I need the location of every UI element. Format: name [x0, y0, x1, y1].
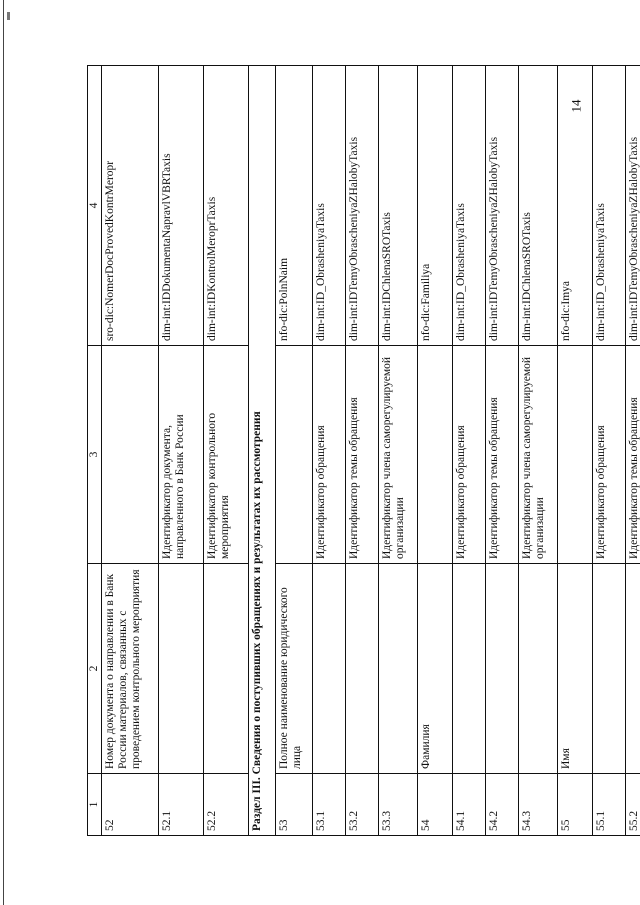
element-code: nfo-dic:Familiya — [418, 66, 453, 346]
indicator-name — [593, 564, 626, 774]
row-number: 54.2 — [486, 774, 519, 836]
element-code: dim-int:ID_ObrasheniyaTaxis — [313, 66, 346, 346]
row-number: 54 — [418, 774, 453, 836]
dimension-name: Идентификатор обращения — [313, 346, 346, 564]
dimension-name — [102, 346, 159, 564]
element-code: dim-int:ID_ObrasheniyaTaxis — [593, 66, 626, 346]
row-number: 54.1 — [453, 774, 486, 836]
column-header: 2 — [88, 564, 102, 774]
column-header: 4 — [88, 66, 102, 346]
row-number: 52 — [102, 774, 159, 836]
indicator-name — [159, 564, 204, 774]
page-number: 14 — [568, 99, 584, 113]
row-number: 53.3 — [379, 774, 418, 836]
dimension-name: Идентификатор документа, направленного в Банк России — [159, 346, 204, 564]
indicator-name — [626, 564, 640, 774]
element-code: dim-int:IDTemyObrascheniyaZHalobyTaxis — [626, 66, 640, 346]
dimension-name: Идентификатор члена саморегулируемой организации — [519, 346, 558, 564]
table-row — [102, 66, 159, 836]
row-number: 53.1 — [313, 774, 346, 836]
dimension-name — [558, 346, 593, 564]
indicator-name: Имя — [558, 564, 593, 774]
element-code: dim-int:IDChlenaSROTaxis — [519, 66, 558, 346]
table-row — [558, 66, 593, 836]
indicator-name: Номер документа о направлении в Банк России материалов, связанных с проведением контрольного мероприятия — [102, 564, 159, 774]
row-number: 52.2 — [204, 774, 249, 836]
dimension-name: Идентификатор контрольного мероприятия — [204, 346, 249, 564]
row-number: 53.2 — [346, 774, 379, 836]
indicator-name — [313, 564, 346, 774]
element-code: sro-dic:NomerDocProvedKontrMeropr — [102, 66, 159, 346]
row-number: 55.1 — [593, 774, 626, 836]
dimension-name: Идентификатор темы обращения — [486, 346, 519, 564]
element-code: dim-int:IDChlenaSROTaxis — [379, 66, 418, 346]
element-code: nfo-dic:PolnNaim — [276, 66, 313, 346]
row-number: 53 — [276, 774, 313, 836]
indicator-name: Полное наименование юридического лица — [276, 564, 313, 774]
dimension-name: Идентификатор темы обращения — [346, 346, 379, 564]
element-code: dim-int:IDTemyObrascheniyaZHalobyTaxis — [486, 66, 519, 346]
dimension-name: Идентификатор члена саморегулируемой организации — [379, 346, 418, 564]
taxonomy-table — [87, 65, 640, 836]
table-row — [313, 66, 346, 836]
column-header: 1 — [88, 774, 102, 836]
dimension-name: Идентификатор обращения — [593, 346, 626, 564]
table-row — [379, 66, 418, 836]
dimension-name — [276, 346, 313, 564]
element-code: nfo-dic:Imya — [558, 66, 593, 346]
table-row — [204, 66, 249, 836]
indicator-name — [379, 564, 418, 774]
table-row — [626, 66, 640, 836]
table-row — [486, 66, 519, 836]
row-number: 52.1 — [159, 774, 204, 836]
row-number: 55.2 — [626, 774, 640, 836]
section-title: Раздел III. Сведения о поступивших обращениях и результатах их рассмотрения — [249, 66, 276, 836]
table-row — [418, 66, 453, 836]
table-row — [519, 66, 558, 836]
indicator-name — [204, 564, 249, 774]
table-row — [453, 66, 486, 836]
dimension-name: Идентификатор темы обращения — [626, 346, 640, 564]
binding-edge-mark — [7, 12, 10, 20]
row-number: 54.3 — [519, 774, 558, 836]
table-row — [593, 66, 626, 836]
indicator-name — [453, 564, 486, 774]
section-row — [249, 66, 276, 836]
dimension-name: Идентификатор обращения — [453, 346, 486, 564]
element-code: dim-int:ID_ObrasheniyaTaxis — [453, 66, 486, 346]
element-code: dim-int:IDKontrolMeroprTaxis — [204, 66, 249, 346]
indicator-name — [519, 564, 558, 774]
indicator-name: Фамилия — [418, 564, 453, 774]
dimension-name — [418, 346, 453, 564]
binding-edge-line — [3, 0, 4, 905]
table-row — [346, 66, 379, 836]
row-number: 55 — [558, 774, 593, 836]
indicator-name — [346, 564, 379, 774]
column-header: 3 — [88, 346, 102, 564]
element-code: dim-int:IDTemyObrascheniyaZHalobyTaxis — [346, 66, 379, 346]
table-row — [276, 66, 313, 836]
table-row — [159, 66, 204, 836]
table-header-row — [88, 66, 102, 836]
indicator-name — [486, 564, 519, 774]
element-code: dim-int:IDDokumentaNapravlVBRTaxis — [159, 66, 204, 346]
